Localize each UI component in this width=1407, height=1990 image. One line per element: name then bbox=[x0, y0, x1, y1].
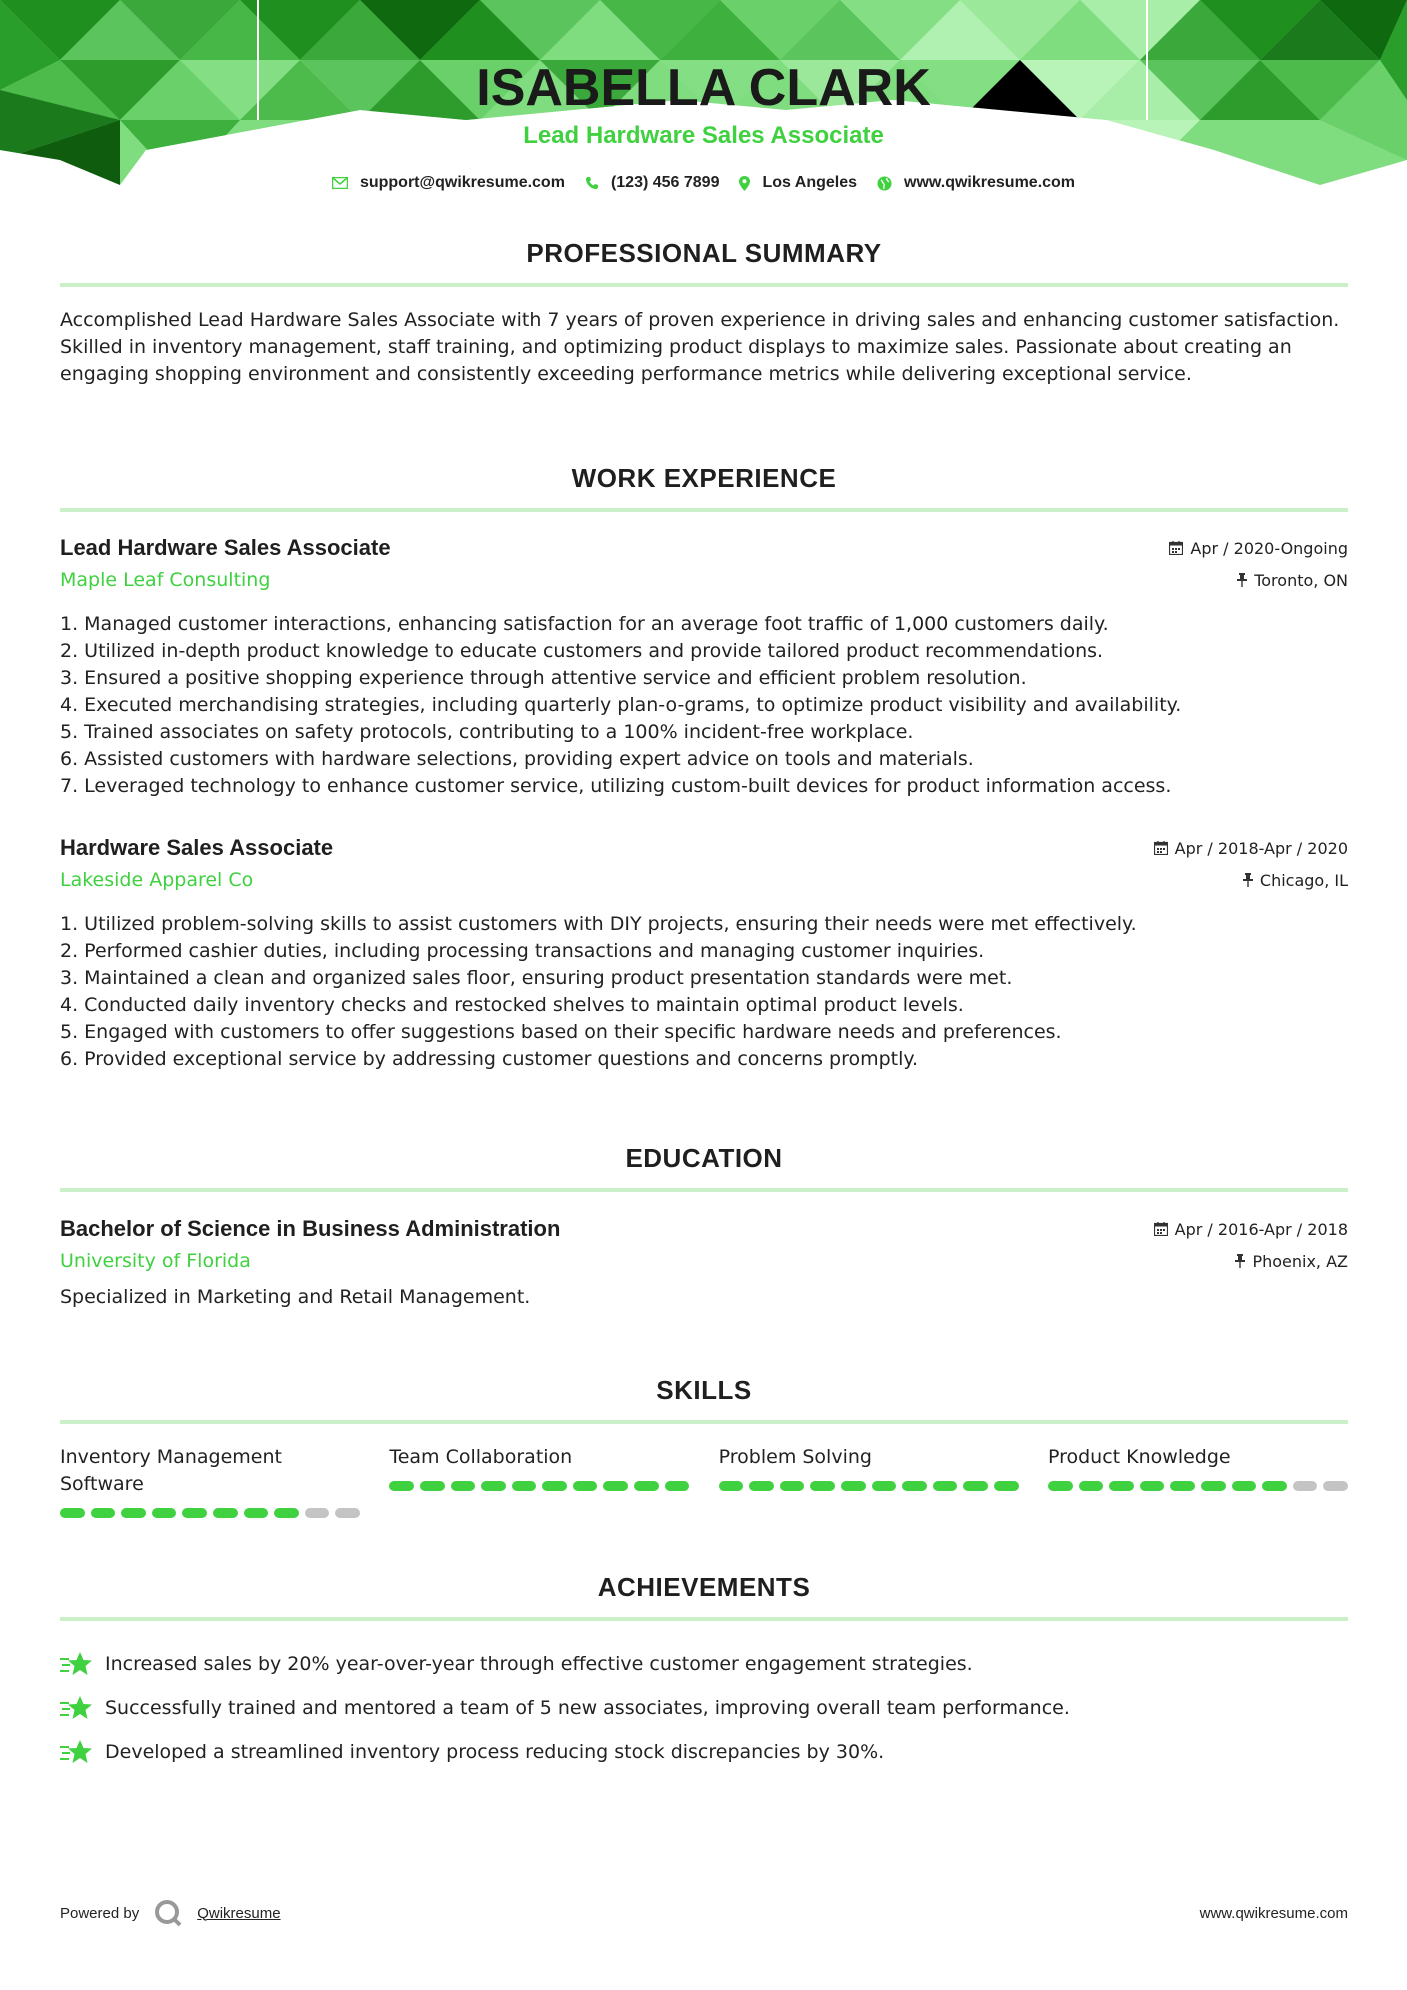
skill-segment-filled bbox=[1109, 1481, 1134, 1491]
contact-location bbox=[739, 174, 857, 192]
page-footer bbox=[60, 1898, 1348, 1928]
skill-segment-filled bbox=[121, 1508, 146, 1518]
achievement-text: Successfully trained and mentored a team of 5 new associates, improving overall team performance. bbox=[105, 1697, 1070, 1719]
skill-segment-empty bbox=[335, 1508, 360, 1518]
summary-section bbox=[60, 238, 1348, 388]
skill-segment-filled bbox=[60, 1508, 85, 1518]
calendar-icon bbox=[1169, 541, 1183, 555]
achievement-item bbox=[60, 1686, 1348, 1730]
contact-website-text: www.qwikresume.com bbox=[904, 174, 1076, 191]
skill-segment-filled bbox=[389, 1481, 414, 1491]
job-entry bbox=[60, 835, 1348, 1073]
job-company: Maple Leaf Consulting bbox=[60, 569, 271, 591]
education-date bbox=[1154, 1220, 1348, 1239]
star-icon bbox=[60, 1738, 93, 1766]
skill-segment-filled bbox=[274, 1508, 299, 1518]
skill-segment-filled bbox=[780, 1481, 805, 1491]
job-location-text: Toronto, ON bbox=[1254, 570, 1348, 590]
section-divider bbox=[60, 508, 1348, 512]
list-item: 3. Ensured a positive shopping experience through attentive service and efficient problem resolution. bbox=[60, 667, 1027, 689]
skill-segment-filled bbox=[1262, 1481, 1287, 1491]
list-item: 4. Conducted daily inventory checks and restocked shelves to maintain optimal product levels. bbox=[60, 994, 964, 1016]
job-role: Lead Hardware Sales Associate bbox=[60, 535, 391, 560]
job-entry bbox=[60, 535, 1348, 800]
skills-list bbox=[60, 1444, 1348, 1518]
job-date bbox=[1169, 539, 1348, 558]
section-divider bbox=[60, 1420, 1348, 1424]
section-divider bbox=[60, 1188, 1348, 1192]
phone-icon bbox=[585, 176, 599, 190]
skills-section bbox=[60, 1375, 1348, 1424]
skill-segment-filled bbox=[512, 1481, 537, 1491]
achievements-section bbox=[60, 1572, 1348, 1621]
skill-segment-filled bbox=[665, 1481, 690, 1491]
contact-email-text: support@qwikresume.com bbox=[359, 174, 565, 191]
skill-segment-empty bbox=[1293, 1481, 1318, 1491]
education-description: Specialized in Marketing and Retail Management. bbox=[60, 1286, 531, 1308]
job-location-text: Chicago, IL bbox=[1259, 870, 1348, 890]
education-section bbox=[60, 1143, 1348, 1192]
skill-segment-empty bbox=[1323, 1481, 1348, 1491]
skill-segment-filled bbox=[1079, 1481, 1104, 1491]
achievement-item bbox=[60, 1642, 1348, 1686]
list-item: 5. Trained associates on safety protocols, contributing to a 100% incident-free workplace. bbox=[60, 721, 914, 743]
skill-segment-filled bbox=[902, 1481, 927, 1491]
star-icon bbox=[60, 1650, 93, 1678]
degree: Bachelor of Science in Business Administration bbox=[60, 1216, 561, 1241]
contact-website[interactable] bbox=[877, 174, 1075, 192]
pushpin-icon bbox=[1237, 573, 1247, 587]
skill-segment-filled bbox=[542, 1481, 567, 1491]
skill-segment-filled bbox=[963, 1481, 988, 1491]
skill-item bbox=[719, 1444, 1019, 1518]
skill-segment-filled bbox=[1201, 1481, 1226, 1491]
job-location bbox=[1243, 871, 1348, 890]
skill-segment-filled bbox=[603, 1481, 628, 1491]
job-duties-list bbox=[60, 611, 1348, 800]
list-item: 5. Engaged with customers to offer suggestions based on their specific hardware needs and preferences. bbox=[60, 1021, 1062, 1043]
skill-segment-filled bbox=[933, 1481, 958, 1491]
achievement-text: Developed a streamlined inventory process reducing stock discrepancies by 30%. bbox=[105, 1741, 885, 1763]
skill-item bbox=[60, 1444, 360, 1518]
list-item: 6. Assisted customers with hardware selections, providing expert advice on tools and materials. bbox=[60, 748, 974, 770]
skill-name: Inventory Management Software bbox=[60, 1446, 282, 1495]
powered-by-label: Powered by bbox=[60, 1904, 140, 1922]
qwikresume-logo-icon bbox=[153, 1898, 183, 1928]
job-date-text: Apr / 2018-Apr / 2020 bbox=[1174, 838, 1348, 858]
education-heading: EDUCATION bbox=[625, 1143, 783, 1173]
skill-segment-filled bbox=[182, 1508, 207, 1518]
skill-level-bar bbox=[60, 1508, 360, 1518]
list-item: 6. Provided exceptional service by addressing customer questions and concerns promptly. bbox=[60, 1048, 918, 1070]
summary-text: Accomplished Lead Hardware Sales Associate with 7 years of proven experience in driving sales and enhancing customer satisfaction. Skilled in inventory management, staff training, and optimizing product displays to maximize sales. Passionate about creating an engaging shopping environment and consistently exceeding performance metrics while delivering exceptional service. bbox=[60, 309, 1340, 385]
education-entry bbox=[60, 1216, 1348, 1308]
calendar-icon bbox=[1154, 841, 1168, 855]
job-duties-list bbox=[60, 911, 1348, 1073]
achievement-text: Increased sales by 20% year-over-year through effective customer engagement strategies. bbox=[105, 1653, 973, 1675]
pushpin-icon bbox=[1243, 873, 1253, 887]
skill-segment-filled bbox=[244, 1508, 269, 1518]
list-item: 2. Performed cashier duties, including processing transactions and managing customer inquiries. bbox=[60, 940, 985, 962]
skill-segment-filled bbox=[719, 1481, 744, 1491]
skill-item bbox=[1048, 1444, 1348, 1518]
skill-segment-filled bbox=[634, 1481, 659, 1491]
education-location bbox=[1235, 1252, 1348, 1271]
experience-heading: WORK EXPERIENCE bbox=[571, 463, 837, 493]
skill-segment-filled bbox=[573, 1481, 598, 1491]
job-location bbox=[1237, 571, 1348, 590]
candidate-name: ISABELLA CLARK bbox=[476, 59, 931, 117]
achievement-item bbox=[60, 1730, 1348, 1774]
skill-segment-filled bbox=[841, 1481, 866, 1491]
list-item: 2. Utilized in-depth product knowledge to educate customers and provide tailored product recommendations. bbox=[60, 640, 1104, 662]
skill-segment-filled bbox=[872, 1481, 897, 1491]
contact-phone[interactable] bbox=[585, 174, 720, 192]
skill-segment-filled bbox=[994, 1481, 1019, 1491]
skill-segment-filled bbox=[420, 1481, 445, 1491]
list-item: 3. Maintained a clean and organized sales floor, ensuring product presentation standards were met. bbox=[60, 967, 1013, 989]
school-name: University of Florida bbox=[60, 1250, 251, 1272]
skill-level-bar bbox=[1048, 1481, 1348, 1491]
skill-level-bar bbox=[719, 1481, 1019, 1491]
skill-segment-filled bbox=[152, 1508, 177, 1518]
experience-section bbox=[60, 463, 1348, 512]
list-item: 4. Executed merchandising strategies, including quarterly plan-o-grams, to optimize product visibility and availability. bbox=[60, 694, 1182, 716]
job-role: Hardware Sales Associate bbox=[60, 835, 334, 860]
skill-segment-filled bbox=[810, 1481, 835, 1491]
pushpin-icon bbox=[1235, 1254, 1245, 1268]
list-item: 1. Utilized problem-solving skills to assist customers with DIY projects, ensuring their needs were met effectively. bbox=[60, 913, 1137, 935]
skill-level-bar bbox=[389, 1481, 689, 1491]
achievements-list bbox=[60, 1642, 1348, 1774]
skill-segment-filled bbox=[1048, 1481, 1073, 1491]
summary-heading: PROFESSIONAL SUMMARY bbox=[526, 238, 882, 268]
candidate-title: Lead Hardware Sales Associate bbox=[523, 122, 884, 149]
contact-email[interactable] bbox=[332, 174, 565, 192]
skill-segment-filled bbox=[451, 1481, 476, 1491]
brand-link[interactable]: Qwikresume bbox=[197, 1904, 281, 1922]
education-location-text: Phoenix, AZ bbox=[1252, 1251, 1348, 1271]
education-date-text: Apr / 2016-Apr / 2018 bbox=[1174, 1219, 1348, 1239]
skill-name: Product Knowledge bbox=[1047, 1446, 1231, 1468]
skill-item bbox=[389, 1444, 689, 1518]
skill-segment-filled bbox=[213, 1508, 238, 1518]
contact-location-text: Los Angeles bbox=[762, 174, 858, 191]
contact-phone-text: (123) 456 7899 bbox=[610, 174, 720, 191]
section-divider bbox=[60, 1617, 1348, 1621]
footer-branding bbox=[60, 1898, 281, 1928]
job-company: Lakeside Apparel Co bbox=[60, 869, 254, 891]
calendar-icon bbox=[1154, 1222, 1168, 1236]
skills-heading: SKILLS bbox=[656, 1375, 752, 1405]
globe-icon bbox=[877, 176, 892, 191]
skill-segment-filled bbox=[1232, 1481, 1257, 1491]
skill-name: Problem Solving bbox=[718, 1446, 872, 1468]
job-date bbox=[1154, 839, 1348, 858]
skill-segment-filled bbox=[749, 1481, 774, 1491]
skill-segment-filled bbox=[91, 1508, 116, 1518]
envelope-icon bbox=[332, 177, 348, 189]
list-item: 1. Managed customer interactions, enhancing satisfaction for an average foot traffic of 1,000 customers daily. bbox=[60, 613, 1109, 635]
skill-name: Team Collaboration bbox=[389, 1446, 573, 1468]
footer-website[interactable]: www.qwikresume.com bbox=[1199, 1904, 1348, 1922]
map-pin-icon bbox=[739, 176, 750, 191]
resume-header bbox=[0, 0, 1407, 200]
section-divider bbox=[60, 283, 1348, 287]
achievements-heading: ACHIEVEMENTS bbox=[597, 1572, 811, 1602]
skill-segment-filled bbox=[481, 1481, 506, 1491]
skill-segment-empty bbox=[305, 1508, 330, 1518]
star-icon bbox=[60, 1694, 93, 1722]
contact-bar bbox=[0, 174, 1407, 192]
job-date-text: Apr / 2020-Ongoing bbox=[1190, 538, 1348, 558]
list-item: 7. Leveraged technology to enhance customer service, utilizing custom-built devices for product information access. bbox=[60, 775, 1172, 797]
skill-segment-filled bbox=[1170, 1481, 1195, 1491]
skill-segment-filled bbox=[1140, 1481, 1165, 1491]
